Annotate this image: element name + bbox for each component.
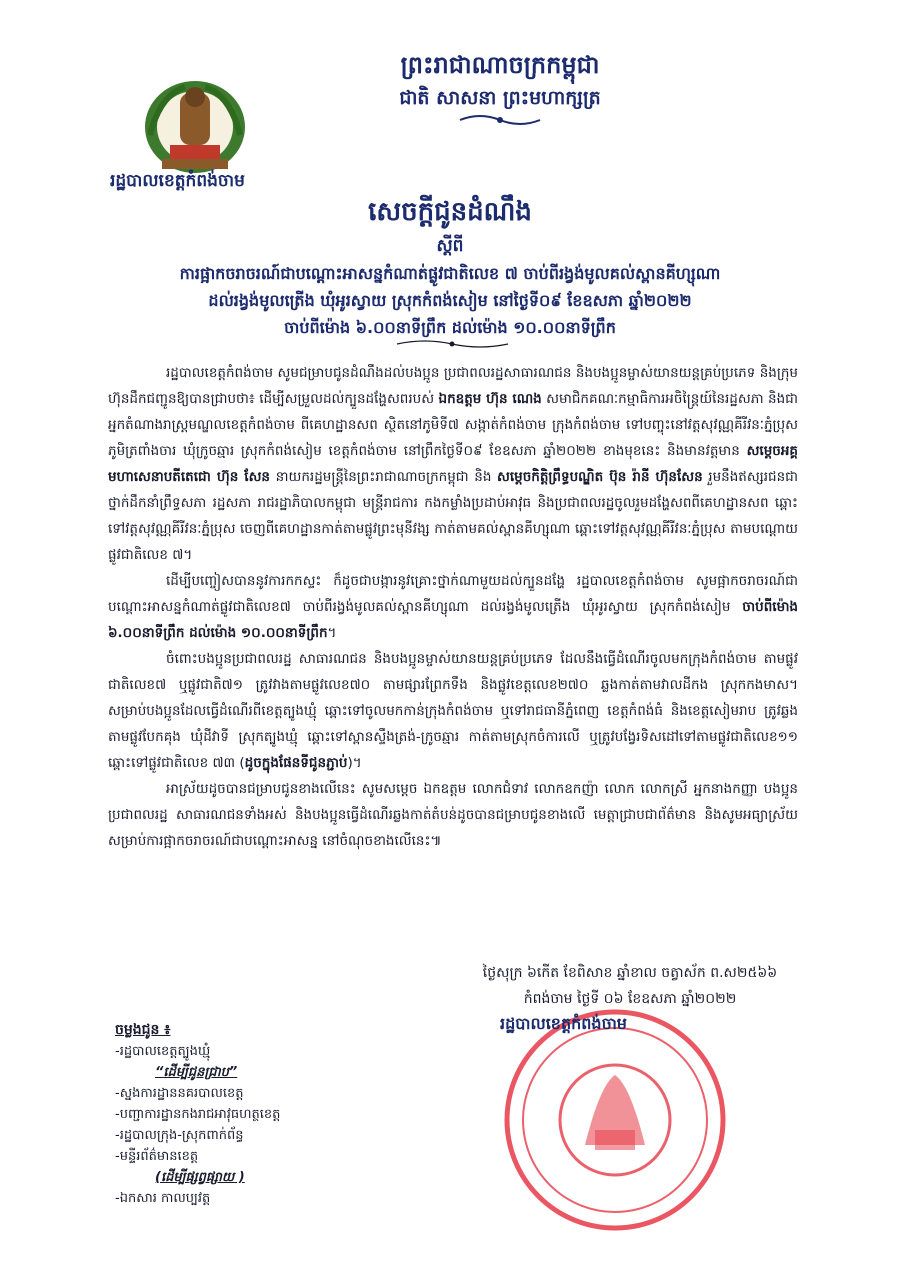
paragraph-3: ចំពោះបងប្អូនប្រជាពលរដ្ឋ សាធារណជន និងបងប្អូនម្ចាស់យានយន្តគ្រប់ប្រភេទ ដែលនឹងធ្វើដំណើរចូលមកក្រុងកំពង់ចាម តាមផ្លូវជាតិលេខ៧ ឬផ្លូវជាតិ៧១ ត្រូវវាងតាមផ្លូវលេខ៧០ តាមផ្សារព្រែកទឹង និងផ្លូវខេត្តលេខ២៧០ ឆ្លងកាត់តាមវាលដីកង ស្រុកកងមាស។ សម្រាប់បងប្អូនដែលធ្វើដំណើរពីខេត្តត្បូងឃ្មុំ ឆ្ពោះទៅចូលមកកាន់ក្រុងកំពង់ចាម ឬទៅរាជធានីភ្នំពេញ ខេត្តកំពង់ធំ និងខេត្តសៀមរាប ត្រូវឆ្លងតាមផ្លូវបែកគុង ឃុំដីវាទី ស្រុកត្បូងឃ្មុំ ឆ្ពោះទៅស្ពានស្ទឹងត្រង់-ក្រូចឆ្មារ កាត់តាមស្រុកចំការលើ ឬត្រូវបង្វែរទិសដៅទៅតាមផ្លូវជាតិលេខ១១ ឆ្ពោះទៅផ្លូវជាតិលេខ ៧៣ (ដូចក្នុងផែនទីជូនភ្ជាប់)។ xyxy=(108,651,798,771)
document-title: សេចក្តីជូនដំណឹង xyxy=(368,197,532,227)
list-item: -ស្នងការដ្ឋាននគរបាលខេត្ត xyxy=(115,1086,244,1101)
kingdom-heading: ព្រះរាជាណាចក្រកម្ពុជា xyxy=(400,51,600,79)
official-seal-icon xyxy=(500,1005,730,1235)
bold-map-note: ដូចក្នុងផែនទីជូនភ្ជាប់ xyxy=(244,755,348,771)
subject-line: ដល់រង្វង់មូលត្រើង ឃុំអូរស្វាយ ស្រុកកំពង់សៀម នៅថ្ងៃទី០៩ ខែឧសភា ឆ្នាំ២០២២ xyxy=(208,291,692,310)
bold-name: សម្តេចអគ្គមហាសេនាបតីតេជោ ហ៊ុន សែន xyxy=(108,443,798,485)
ornament-divider-icon xyxy=(455,112,545,128)
paragraph-4: អាស្រ័យដូចបានជម្រាបជូនខាងលើនេះ សូមសម្តេច ឯកឧត្តម លោកជំទាវ លោកឧកញ៉ា លោក លោកស្រី អ្នកនាងកញ្ញា បងប្អូនប្រជាពលរដ្ឋ សាធារណជនទាំងអស់ និងបងប្អូនធ្វើដំណើរឆ្លងកាត់តំបន់ដូចបានជម្រាបជូនខាងលើ មេត្តាជ្រាបជាព័ត៌មាន និងសូមអធ្យាស្រ័យ សម្រាប់ការផ្អាកចរាចរណ៍ជាបណ្តោះអាសន្ន នៅចំណុចខាងលើនេះ៕ xyxy=(108,781,798,849)
bold-name: ឯកឧត្តម ហ៊ុន ណេង xyxy=(438,391,542,407)
national-motto: ជាតិ សាសនា ព្រះមហាក្សត្រ xyxy=(399,87,601,109)
bold-time: ចាប់ពីម៉ោង ៦.០០នាទីព្រឹក ដល់ម៉ោង ១០.០០នាទីព្រឹក xyxy=(108,599,798,641)
lunar-date: ថ្ងៃសុក្រ ៦កើត ខែពិសាខ ឆ្នាំខាល ចត្វាស័ក ព.ស២៥៦៦ xyxy=(482,965,778,981)
distribution-heading: ចម្លងជូន ៖ xyxy=(115,1022,171,1038)
distribution-note: (ដើម្បីផ្សព្វផ្សាយ ) xyxy=(155,1170,245,1185)
signatory: រដ្ឋបាលខេត្តកំពង់ចាម xyxy=(500,1014,627,1033)
solar-date: កំពង់ចាម ថ្ងៃទី ០៦ ខែឧសភា ឆ្នាំ២០២២ xyxy=(523,991,737,1007)
bold-name: សម្តេចកិត្តិព្រឹទ្ធបណ្ឌិត ប៊ុន រ៉ានី ហ៊ុនសែន xyxy=(497,469,703,485)
provincial-emblem-icon xyxy=(140,75,250,175)
distribution-note: “ដើម្បីជូនជ្រាប” xyxy=(155,1065,238,1080)
paragraph-1: រដ្ឋបាលខេត្តកំពង់ចាម សូមជម្រាបជូនដំណឹងដល់បងប្អូន ប្រជាពលរដ្ឋសាធារណជន និងបងប្អូនម្ចាស់យានយន្តគ្រប់ប្រភេទ និងក្រុមហ៊ុនដឹកជញ្ជូនឱ្យបានជ្រាបថា៖ ដើម្បីសម្រួលដល់ក្បួនដង្ហែសពរបស់ ឯកឧត្តម ហ៊ុន ណេង សមាជិកគណៈកម្មាធិការអចិន្ត្រៃយ៍នៃរដ្ឋសភា និងជាអ្នកតំណាងរាស្ត្រមណ្ឌលខេត្តកំពង់ចាម ពីគេហដ្ឋានសព ស្ថិតនៅភូមិទី៧ សង្កាត់កំពង់ចាម ក្រុងកំពង់ចាម ទៅបញ្ចុះនៅវត្តសុវណ្ណគីរីវនៈភ្នំប្រុស ភូមិត្រពាំងចារ ឃុំក្រូចឆ្មារ ស្រុកកំពង់សៀម ខេត្តកំពង់ចាម នៅព្រឹកថ្ងៃទី០៩ ខែឧសភា ឆ្នាំ២០២២ ខាងមុខនេះ និងមានវត្តមាន សម្តេចអគ្គមហាសេនាបតីតេជោ ហ៊ុន សែន នាយករដ្ឋមន្ត្រីនៃព្រះរាជាណាចក្រកម្ពុជា និង សម្តេចកិត្តិព្រឹទ្ធបណ្ឌិត ប៊ុន រ៉ានី ហ៊ុនសែន រួមនឹងឥស្សរជនជាថ្នាក់ដឹកនាំព្រឹទ្ធសភា រដ្ឋសភា រាជរដ្ឋាភិបាលកម្ពុជា មន្ត្រីរាជការ កងកម្លាំងប្រដាប់អាវុធ និងប្រជាពលរដ្ឋចូលរួមដង្ហែសពពីគេហដ្ឋានសព ឆ្ពោះទៅវត្តសុវណ្ណគីរីវនៈភ្នំប្រុស ចេញពីគេហដ្ឋានកាត់តាមផ្លូវព្រះមុនីវង្ស កាត់តាមគល់ស្ពានគីហ្សុណា ឆ្ពោះទៅវត្តសុវណ្ណគីរីវនៈភ្នំប្រុស តាមបណ្តោយផ្លូវជាតិលេខ ៧។ xyxy=(108,365,798,563)
list-item: -ឯកសារ កាលប្បវត្ត xyxy=(115,1191,211,1206)
distribution-list xyxy=(115,1020,375,1209)
about-label: ស្តីពី xyxy=(436,236,464,256)
subject-block xyxy=(95,260,805,341)
title-divider-icon xyxy=(395,338,510,350)
list-item: -រដ្ឋបាលខេត្តត្បូងឃ្មុំ xyxy=(115,1044,211,1059)
list-item: -បញ្ជាការដ្ឋានកងរាជអាវុធហត្ថខេត្ត xyxy=(115,1107,281,1122)
list-item: -រដ្ឋបាលក្រុង-ស្រុកពាក់ព័ន្ធ xyxy=(115,1128,244,1143)
list-item: -មន្ទីរព័ត៌មានខេត្ត xyxy=(115,1149,199,1164)
issuing-authority: រដ្ឋបាលខេត្តកំពង់ចាម xyxy=(110,171,245,191)
notice-body xyxy=(108,360,798,854)
subject-line: ចាប់ពីម៉ោង ៦.០០នាទីព្រឹក ដល់ម៉ោង ១០.០០នាទីព្រឹក xyxy=(284,318,616,337)
paragraph-2: ដើម្បីបញ្ចៀសបាននូវការកកស្ទះ ក៏ដូចជាបង្ការនូវគ្រោះថ្នាក់ណាមួយដល់ក្បួនដង្ហែ រដ្ឋបាលខេត្តកំពង់ចាម សូមផ្អាកចរាចរណ៍ជាបណ្តោះអាសន្នកំណាត់ផ្លូវជាតិលេខ៧ ចាប់ពីរង្វង់មូលគល់ស្ពានគីហ្សុណា ដល់រង្វង់មូលត្រើង ឃុំអូរស្វាយ ស្រុកកំពង់សៀម ចាប់ពីម៉ោង ៦.០០នាទីព្រឹក ដល់ម៉ោង ១០.០០នាទីព្រឹក។ xyxy=(108,573,798,641)
subject-line: ការផ្អាកចរាចរណ៍ជាបណ្តោះអាសន្នកំណាត់ផ្លូវជាតិលេខ ៧ ចាប់ពីរង្វង់មូលគល់ស្ពានគីហ្សុណា xyxy=(179,264,721,283)
